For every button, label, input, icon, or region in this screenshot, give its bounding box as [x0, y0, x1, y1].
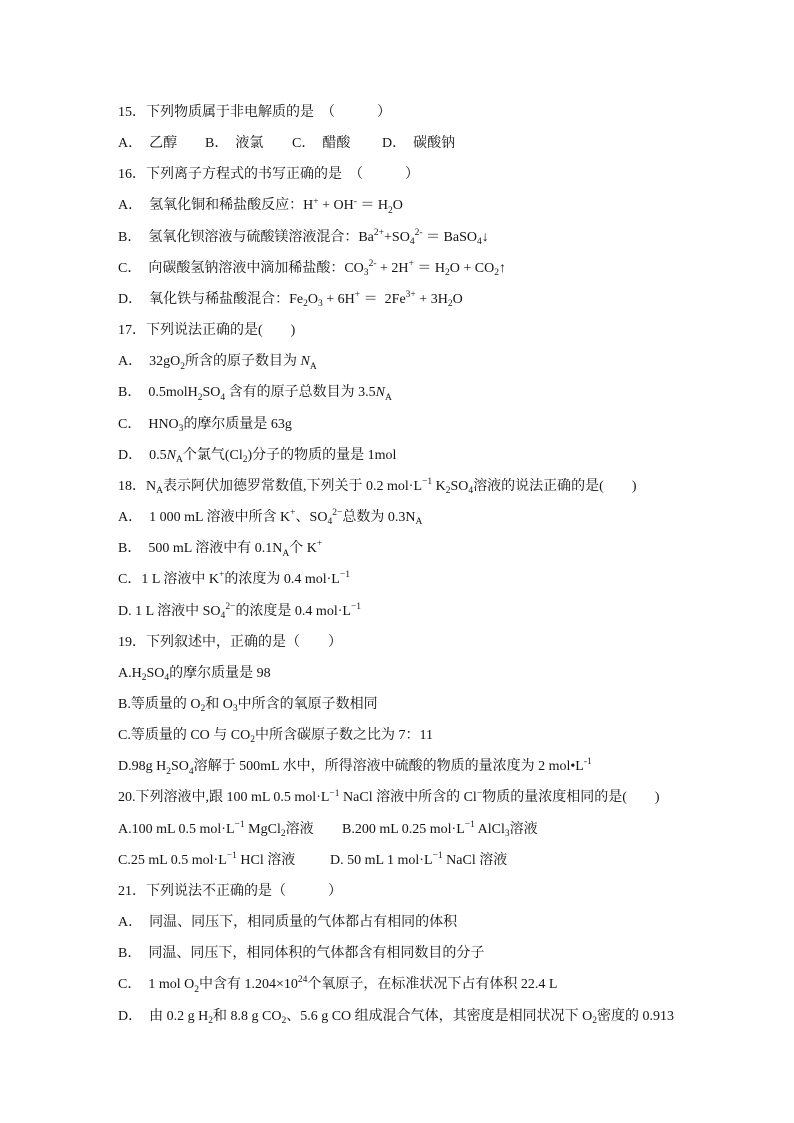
question-list	[118, 97, 794, 1032]
superscript: −1	[464, 819, 475, 830]
subscript: 2	[445, 268, 450, 279]
text-run: B.200 mL 0.25 mol·L	[342, 821, 465, 837]
text-run: A.100 mL 0.5 mol·L	[118, 821, 235, 837]
subscript: 4	[327, 517, 333, 528]
subscript: 4	[476, 236, 482, 247]
superscript: −1	[432, 850, 443, 861]
question-18	[118, 471, 794, 627]
superscript: +	[313, 196, 319, 207]
text-run: C.等质量的 CO 与 CO	[118, 728, 251, 744]
question-stem	[118, 876, 794, 907]
text-run: ↓	[481, 229, 489, 245]
subscript: 2	[180, 361, 185, 372]
question-20	[118, 782, 794, 875]
subscript: A	[415, 517, 423, 528]
text-run: D.98g H	[118, 759, 167, 775]
option-a	[118, 502, 794, 533]
question-stem	[118, 315, 794, 346]
option-c	[292, 128, 382, 159]
text-run: O + CO	[449, 260, 495, 276]
subscript: 3	[232, 704, 238, 715]
option-b	[118, 689, 794, 720]
text-run: 含有的原子总数目为 3.5	[225, 385, 376, 401]
option-b	[118, 222, 794, 253]
text-run: 下列说法不正确的是（ ）	[146, 883, 342, 899]
text-run: 的摩尔质量是 63g	[183, 416, 292, 432]
subscript: 3	[178, 423, 184, 434]
text-run: +SO	[384, 229, 410, 245]
question-15	[118, 97, 794, 159]
subscript: 3	[318, 299, 323, 310]
text-run: HCl 溶液	[236, 852, 296, 868]
text-run: O	[452, 291, 463, 307]
answer-options	[118, 346, 794, 471]
superscript: 24	[297, 975, 308, 986]
text-run: 溶液	[285, 821, 314, 837]
text-run: C．1 L 溶液中 K	[118, 572, 219, 588]
subscript: 2	[303, 299, 308, 310]
question-19	[118, 627, 794, 783]
option-c	[118, 409, 794, 440]
text-run: SO	[450, 478, 469, 494]
text-run: 中所含的氧原子数相同	[237, 696, 378, 712]
subscript: 4	[409, 236, 415, 247]
text-run: AlCl	[474, 821, 505, 837]
text-run: + OH	[318, 198, 354, 214]
text-run: 溶液	[509, 821, 538, 837]
subscript: 2	[447, 299, 453, 310]
option-a	[118, 128, 205, 159]
superscript: −1	[339, 570, 350, 581]
question-number: 16．	[118, 167, 146, 183]
question-21	[118, 876, 794, 1032]
text-run: + 2H	[376, 260, 409, 276]
text-run: 、SO	[295, 510, 328, 526]
superscript: +	[408, 258, 414, 269]
text-run: NaCl 溶液	[442, 852, 508, 868]
option-d	[382, 128, 794, 159]
question-stem	[118, 782, 794, 813]
text-run: D． 由 0.2 g H	[118, 1008, 209, 1024]
superscript: 2−	[225, 601, 236, 612]
superscript: 2-	[368, 258, 377, 269]
text-run: D． 0.5	[118, 447, 167, 463]
option-a	[118, 814, 342, 845]
superscript: −1	[329, 788, 340, 799]
text-run: 表示阿伏加德罗常数值,下列关于 0.2 mol·L	[163, 478, 422, 494]
subscript: 3	[504, 828, 510, 839]
superscript: +	[354, 290, 361, 301]
superscript: -	[353, 196, 357, 207]
text-run: 下列物质属于非电解质的是 （ ）	[146, 105, 391, 120]
question-stem	[118, 471, 794, 502]
text-run: C.25 mL 0.5 mol·L	[118, 852, 227, 868]
superscript: −	[476, 788, 483, 799]
superscript: −1	[350, 601, 362, 612]
subscript: 2	[445, 486, 451, 497]
superscript: −1	[226, 850, 237, 861]
subscript: 4	[164, 673, 170, 684]
question-number: 19．	[118, 634, 146, 650]
text-run: A． 乙醇	[118, 136, 178, 152]
text-run: A.H	[118, 665, 142, 681]
subscript: A	[282, 548, 290, 559]
text-run: NaCl 溶液中所含的 Cl	[339, 790, 477, 806]
text-run: D． 氧化铁与稀盐酸混合：Fe	[118, 291, 304, 307]
subscript: 2	[194, 984, 199, 995]
option-b	[118, 377, 794, 408]
option-c	[118, 564, 794, 595]
superscript: 2+	[373, 227, 385, 238]
superscript: −1	[422, 476, 433, 487]
superscript: +	[316, 539, 323, 550]
option-a	[118, 907, 794, 938]
text-run: C． HNO	[118, 416, 179, 432]
question-number: 21．	[118, 883, 146, 899]
text-run: K	[432, 478, 446, 494]
italic-symbol: N	[166, 447, 176, 463]
text-run: C． 向碳酸氢钠溶液中滴加稀盐酸：CO	[118, 260, 364, 276]
text-run: ＝ H	[356, 198, 389, 214]
option-d	[118, 751, 794, 782]
option-d	[118, 440, 794, 471]
subscript: 3	[363, 268, 369, 279]
text-run: 的浓度是 0.4 mol·L	[235, 603, 351, 619]
answer-options	[118, 658, 794, 783]
subscript: 2	[388, 205, 393, 216]
text-run: 物质的量浓度相同的是( )	[482, 790, 660, 806]
question-stem	[118, 97, 794, 128]
text-run: A． 氢氧化铜和稀盐酸反应：H	[118, 198, 314, 214]
text-run: ＝ 2Fe	[360, 291, 406, 307]
subscript: A	[156, 486, 163, 497]
superscript: +	[290, 508, 296, 519]
text-run: SO	[146, 665, 165, 681]
subscript: 2	[208, 1015, 213, 1026]
subscript: 2	[166, 766, 171, 777]
question-number: 17．	[118, 323, 146, 339]
superscript: 2−	[332, 508, 343, 519]
text-run: 和 8.8 g CO	[213, 1008, 282, 1024]
superscript: +	[218, 570, 225, 581]
subscript: 2	[592, 1015, 598, 1026]
option-d	[118, 284, 794, 315]
subscript: 2	[242, 455, 248, 466]
option-c	[118, 253, 794, 284]
text-run: 下列溶液中,跟 100 mL 0.5 mol·L	[135, 790, 330, 806]
text-run: B． 500 mL 溶液中有 0.1N	[118, 541, 283, 557]
text-run: + 6H	[322, 291, 355, 307]
subscript: 2	[280, 828, 286, 839]
text-run: B． 同温、同压下，相同体积的气体都含有相同数目的分子	[118, 946, 485, 962]
text-run: 个氯气(Cl	[182, 447, 243, 463]
text-run: SO	[202, 385, 221, 401]
text-run: D. 50 mL 1 mol·L	[330, 852, 433, 868]
text-run: 溶解于 500mL 水中，所得溶液中硫酸的物质的量浓度为 2 mol•L	[193, 759, 584, 775]
question-number: 18．	[118, 478, 146, 494]
text-run: 的浓度为 0.4 mol·L	[224, 572, 340, 588]
text-run: B． 液氯	[205, 136, 264, 152]
question-17	[118, 315, 794, 471]
text-run: ＝ BaSO	[422, 229, 477, 245]
option-b	[118, 533, 794, 564]
option-b	[118, 938, 794, 969]
answer-options	[118, 907, 794, 1032]
text-run: D. 1 L 溶液中 SO	[118, 603, 221, 619]
option-a	[118, 190, 794, 221]
text-run: C． 1 mol O	[118, 977, 195, 993]
option-b	[342, 814, 794, 845]
text-run: ↑	[499, 260, 507, 276]
subscript: A	[175, 455, 183, 466]
text-run: B． 氢氧化钡溶液与硫酸镁溶液混合：Ba	[118, 229, 374, 245]
subscript: 2	[494, 268, 500, 279]
question-16	[118, 159, 794, 315]
text-run: B． 0.5molH	[118, 385, 198, 401]
subscript: 4	[220, 610, 226, 621]
option-d	[118, 596, 794, 627]
subscript: A	[385, 392, 392, 403]
italic-symbol: N	[375, 385, 386, 401]
subscript: 4	[188, 766, 194, 777]
italic-symbol: N	[300, 354, 310, 370]
option-d	[330, 845, 794, 876]
option-c	[118, 845, 342, 876]
text-run: 所含的原子数目为	[185, 354, 301, 370]
text-run: 下列离子方程式的书写正确的是 （ ）	[146, 167, 419, 183]
text-run: )分子的物质的量是 1mol	[247, 447, 397, 463]
text-run: C． 醋酸	[292, 136, 351, 152]
text-run: D． 碳酸钠	[382, 136, 456, 152]
option-d	[118, 1001, 794, 1032]
text-run: N	[146, 478, 157, 494]
text-run: A． 1 000 mL 溶液中所含 K	[118, 510, 291, 526]
text-run: 中所含碳原子数之比为 7：11	[255, 728, 433, 744]
text-run: 总数为 0.3N	[342, 510, 416, 526]
text-run: 溶液的说法正确的是( )	[473, 478, 637, 494]
text-run: B.等质量的 O	[118, 696, 201, 712]
text-run: 下列叙述中，正确的是（ ）	[146, 634, 342, 650]
subscript: 2	[197, 392, 203, 403]
subscript: 2	[200, 704, 206, 715]
option-a	[118, 346, 794, 377]
text-run: 个 K	[289, 541, 317, 557]
superscript: −1	[234, 819, 245, 830]
text-run: 、5.6 g CO 组成混合气体，其密度是相同状况下 O	[286, 1008, 593, 1024]
subscript: 2	[281, 1015, 287, 1026]
subscript: 2	[141, 673, 147, 684]
question-stem	[118, 159, 794, 190]
text-run: O	[392, 198, 403, 214]
text-run: SO	[171, 759, 189, 775]
subscript: 4	[468, 486, 474, 497]
text-run: 的摩尔质量是 98	[169, 665, 271, 681]
superscript: -1	[583, 757, 592, 768]
text-run: A． 同温、同压下，相同质量的气体都占有相同的体积	[118, 915, 458, 931]
text-run: A． 32gO	[118, 354, 181, 370]
question-stem	[118, 627, 794, 658]
text-run: ＝ H	[413, 260, 446, 276]
superscript: 3+	[405, 290, 416, 301]
option-a	[118, 658, 794, 689]
answer-options	[118, 814, 794, 876]
question-number: 20.	[118, 790, 136, 806]
answer-options	[118, 128, 794, 159]
subscript: A	[309, 361, 317, 372]
option-c	[118, 969, 794, 1000]
text-run: MgCl	[244, 821, 281, 837]
answer-options	[118, 190, 794, 315]
superscript: 2-	[414, 227, 423, 238]
text-run: 下列说法正确的是( )	[146, 323, 296, 339]
text-run: + 3H	[415, 291, 448, 307]
question-number: 15．	[118, 105, 146, 120]
text-run: 和 O	[205, 696, 233, 712]
text-run: 中含有 1.204×10	[199, 977, 298, 993]
answer-options	[118, 502, 794, 627]
text-run: O	[307, 291, 319, 307]
text-run: 个氧原子，在标准状况下占有体积 22.4 L	[307, 977, 558, 993]
option-c	[118, 720, 794, 751]
text-run: 密度的 0.913	[597, 1008, 675, 1024]
option-b	[205, 128, 292, 159]
subscript: 2	[250, 735, 255, 746]
subscript: 4	[220, 392, 226, 403]
